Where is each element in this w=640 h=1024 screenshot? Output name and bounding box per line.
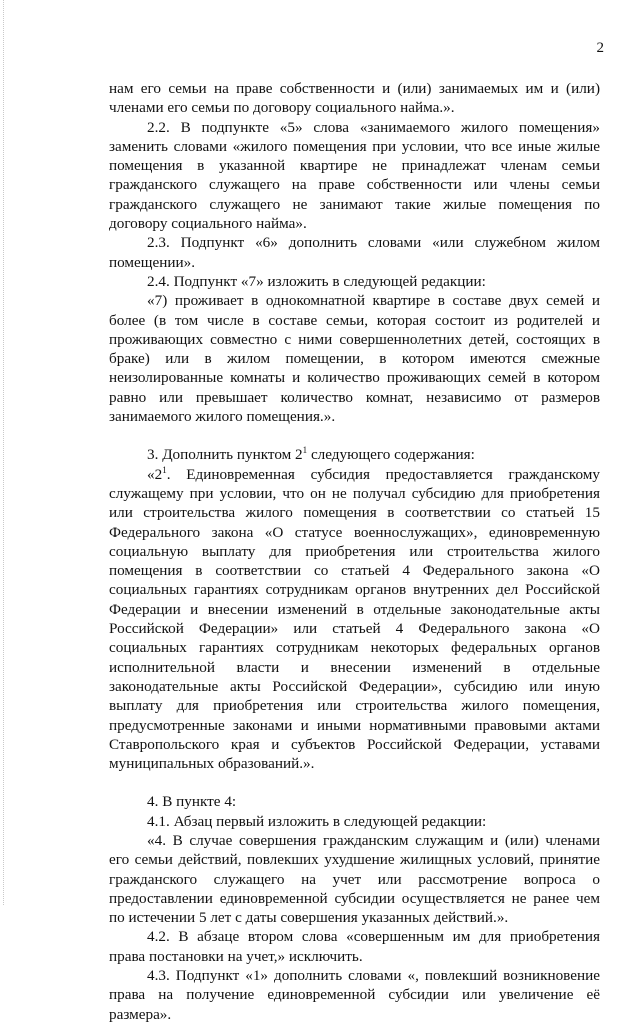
- superscript-1: 1: [302, 445, 308, 456]
- paragraph-3-tail: следующего содержания:: [310, 446, 475, 464]
- paragraph-3-text-lead: «2: [147, 465, 163, 483]
- paragraph-4-1-text: «4. В случае совершения гражданским служащим и (или) членами его семьи действий, повлекших ухудшение жилищных условий, принятие гражданского служащего на учет или рассмотрение вопроса о предоставлении единовременной субсидии осуществляется не ранее чем по истечении 5 лет с даты совершения указанных действий.».: [109, 831, 600, 927]
- scan-edge: [0, 0, 4, 905]
- paragraph-3: [109, 445, 600, 464]
- paragraph-3-text: [109, 465, 600, 774]
- paragraph-2-4-text: «7) проживает в однокомнатной квартире в составе двух семей и более (в том числе в составе семьи, которая состоит из родителей и проживающих совместно с ними совершеннолетних детей, состоящих в браке) или в жилом помещении, в котором имеются смежные неизолированные комнаты и количество проживающих семей в котором равно или превышает количество комнат, независимо от размеров занимаемого жилого помещения.».: [109, 292, 600, 426]
- paragraph-3-text-body: . Единовременная субсидия предоставляется гражданскому служащему при условии, что он не получал субсидию для приобретения или строительства жилого помещения в соответствии со статьей 15 Федерального закона «О статусе военнослужащих», единовременную социальную выплату для приобретения или строительства жилого помещения в соответствии со статьей 4 Федерального закона «О социальных гарантиях сотрудникам органов внутренних дел Российской Федерации и внесении изменений в отдельные законодательные акты Российской Федерации» или статьей 4 Федерального закона «О социальных гарантиях сотрудникам некоторых федеральных органов исполнительной власти и внесении изменений в отдельные законодательные акты Российской Федерации», субсидию или иную выплату для приобретения или строительства жилого помещения, предусмотренные законами и иными нормативными правовыми актами Ставропольского края и субъектов Российской Федерации, уставами муниципальных образований.».: [109, 465, 600, 773]
- paragraph-4-1: 4.1. Абзац первый изложить в следующей редакции:: [147, 812, 487, 830]
- paragraph-4: 4. В пункте 4:: [147, 793, 237, 811]
- document-body: [109, 79, 600, 1024]
- paragraph-3-lead: 3. Дополнить пунктом 2: [147, 446, 303, 464]
- paragraph-4-2: 4.2. В абзаце втором слова «совершенным им для приобретения права постановки на учет,» исключить.: [109, 928, 600, 965]
- paragraph-continuation: нам его семьи на праве собственности и (или) занимаемых им и (или) членами его семьи по договору социального найма.».: [109, 80, 600, 117]
- paragraph-2-2: 2.2. В подпункте «5» слова «занимаемого жилого помещения» заменить словами «жилого помещения при условии, что все иные жилые помещения в указанной квартире не принадлежат членам семьи гражданского служащего на праве собственности или члены семьи гражданского служащего не занимают такие жилые помещения по договору социального найма».: [109, 118, 600, 233]
- superscript-2: 1: [162, 464, 167, 475]
- paragraph-2-4: 2.4. Подпункт «7» изложить в следующей редакции:: [147, 272, 486, 290]
- paragraph-4-3: 4.3. Подпункт «1» дополнить словами «, повлекший возникновение права на получение единовременной субсидии или увеличение её размера».: [109, 967, 600, 1023]
- paragraph-2-3: 2.3. Подпункт «6» дополнить словами «или служебном жилом помещении».: [109, 234, 600, 271]
- page-number: 2: [596, 40, 604, 56]
